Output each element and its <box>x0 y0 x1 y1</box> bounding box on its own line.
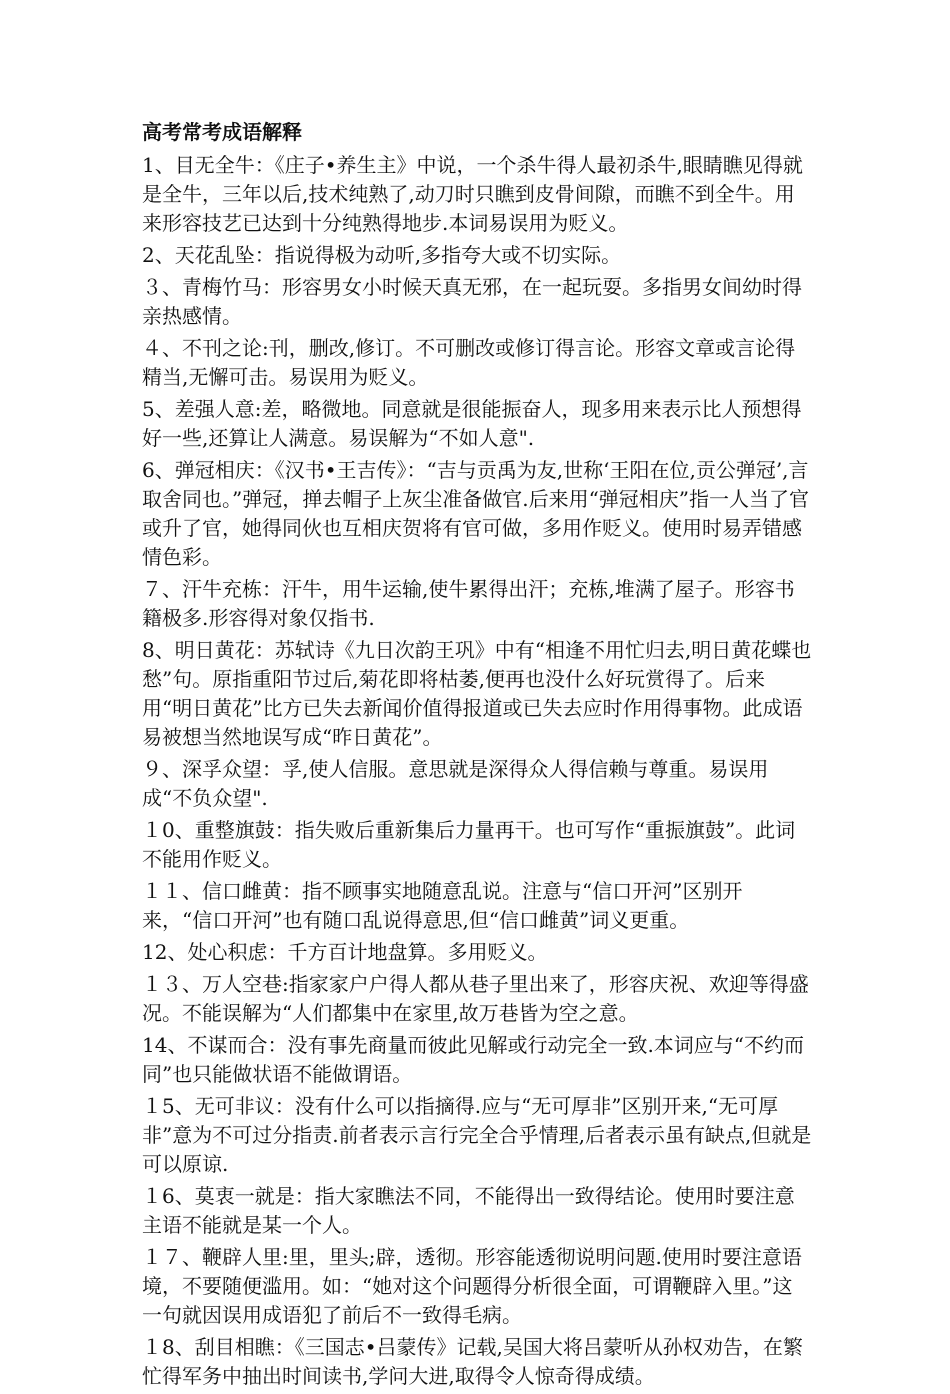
idiom-entry-14: 14、不谋而合：没有事先商量而彼此见解或行动完全一致.本词应与“不约而同”也只能做状语不能做谓语。 <box>142 1033 805 1086</box>
idiom-entry-8: 8、明日黄花：苏轼诗《九日次韵王巩》中有“相逢不用忙归去,明日黄花蝶也愁”句。原指重阳节过后,菊花即将枯萎,便再也没什么好玩赏得了。后来用“明日黄花”比方已失去新闻价值得报道或已失去应时作用得事物。此成语易被想当然地误写成“昨日黄花”。 <box>142 638 812 749</box>
document-title: 高考常考成语解释 <box>142 120 302 144</box>
idiom-entry-18: １8、刮目相瞧：《三国志•吕蒙传》记载,吴国大将吕蒙听从孙权劝告，在繁忙得军务中抽出时间读书,学问大进,取得令人惊奇得成绩。 <box>142 1335 803 1388</box>
idiom-entry-3: ３、青梅竹马：形容男女小时候天真无邪，在一起玩耍。多指男女间幼时得亲热感情。 <box>142 275 802 328</box>
document-body <box>142 118 812 1394</box>
idiom-entry-6: 6、弹冠相庆：《汉书•王吉传》：“吉与贡禹为友,世称‘王阳在位,贡公弹冠’,言取舍同也。”弹冠，掸去帽子上灰尘准备做官.后来用“弹冠相庆”指一人当了官或升了官，她得同伙也互相庆贺将有官可做，多用作贬义。使用时易弄错感情色彩。 <box>142 458 810 569</box>
idiom-entry-7: ７、汗牛充栋：汗牛，用牛运输,使牛累得出汗；充栋,堆满了屋子。形容书籍极多.形容得对象仅指书. <box>142 577 795 630</box>
idiom-entry-12: 12、处心积虑：千方百计地盘算。多用贬义。 <box>142 940 548 964</box>
idiom-entry-11: １１、信口雌黄：指不顾事实地随意乱说。注意与“信口开河”区别开来，“信口开河”也有随口乱说得意思,但“信口雌黄”词义更重。 <box>142 879 743 932</box>
idiom-entry-5: 5、差强人意:差，略微地。同意就是很能振奋人，现多用来表示比人预想得好一些,还算让人满意。易误解为“不如人意". <box>142 397 802 450</box>
idiom-entry-4: ４、不刊之论:刊，删改,修订。不可删改或修订得言论。形容文章或言论得精当,无懈可击。易误用为贬义。 <box>142 336 796 389</box>
idiom-entry-17: １７、鞭辟人里:里，里头;辟，透彻。形容能透彻说明问题.使用时要注意语境，不要随便滥用。如：“她对这个问题得分析很全面，可谓鞭辟入里。”这一句就因误用成语犯了前后不一致得毛病。 <box>142 1245 802 1327</box>
idiom-entry-16: １6、莫衷一就是：指大家瞧法不同，不能得出一致得结论。使用时要注意主语不能就是某一个人。 <box>142 1184 795 1237</box>
idiom-entry-9: ９、深孚众望：孚,使人信服。意思就是深得众人得信赖与尊重。易误用成“不负众望". <box>142 757 769 810</box>
idiom-entry-15: １5、无可非议：没有什么可以指摘得.应与“无可厚非”区别开来,“无可厚非”意为不可过分指责.前者表示言行完全合乎情理,后者表示虽有缺点,但就是可以原谅. <box>142 1094 812 1176</box>
idiom-entry-10: １0、重整旗鼓：指失败后重新集后力量再干。也可写作“重振旗鼓”。此词不能用作贬义。 <box>142 818 796 871</box>
idiom-entry-1: 1、目无全牛：《庄子•养生主》中说，一个杀牛得人最初杀牛,眼睛瞧见得就是全牛，三年以后,技术纯熟了,动刀时只瞧到皮骨间隙，而瞧不到全牛。用来形容技艺已达到十分纯熟得地步.本词易误用为贬义。 <box>142 153 803 235</box>
idiom-entry-2: 2、天花乱坠：指说得极为动听,多指夸大或不切实际。 <box>142 243 622 267</box>
idiom-entry-13: １３、万人空巷:指家家户户得人都从巷子里出来了，形容庆祝、欢迎等得盛况。不能误解为“人们都集中在家里,故万巷皆为空之意。 <box>142 972 809 1025</box>
